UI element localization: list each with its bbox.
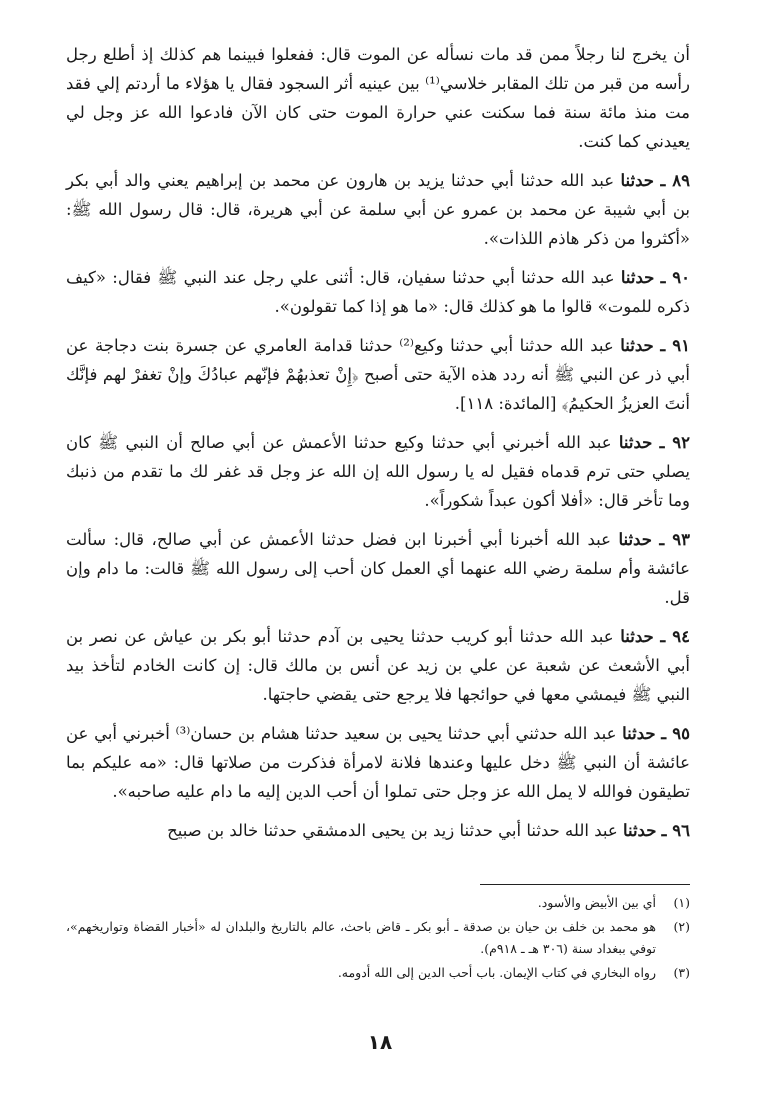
hadith-91 [66, 331, 690, 418]
hadith-95 [66, 719, 690, 806]
hadith-text: عبد الله حدثنا أبي حدثنا سفيان، قال: أثنى علي رجل عند النبي ﷺ فقال: «كيف ذكره للموت» قالوا ما هو كذلك قال: «ما هو إذا كما تقولون». [66, 268, 690, 316]
hadith-text: عبد الله حدثني أبي حدثنا يحيى بن سعيد حدثنا هشام بن حسان⁽³⁾ أخبرني أبي عن عائشة أن النبي ﷺ دخل عليها وعندها فلانة لامرأة فذكرت من صلاتها قال: «مه عليكم بما تطيقون فوالله لا يمل الله عز وجل حتى تملوا أن أحب الدين إليه ما دام عليه صاحبه». [66, 724, 690, 801]
page-number: ١٨ [367, 1030, 393, 1054]
footnotes [66, 892, 690, 986]
hadith-text: عبد الله حدثنا أبي حدثنا وكيع⁽²⁾ حدثنا قدامة العامري عن جسرة بنت دجاجة عن أبي ذر عن النبي ﷺ أنه ردد هذه الآية حتى أصبح ﴿إِنْ تعذبهُمْ فإنّهم عبادُكَ وإنْ تغفرْ لهم فإنَّك أنتَ العزيزُ الحكيمُ﴾ [المائدة: ١١٨]. [66, 336, 690, 413]
hadith-number: ٨٩ ـ [660, 171, 690, 190]
hadith-lead-word: حدثنا [620, 171, 654, 190]
hadith-lead-word: حدثنا [622, 724, 656, 743]
hadith-number: ٩٣ ـ [659, 530, 690, 549]
hadith-number: ٩٦ ـ [661, 821, 690, 840]
hadith-text: عبد الله أخبرنا أبي أخبرنا ابن فضل حدثنا الأعمش عن أبي صالح، قال: سألت عائشة وأم سلمة رضي الله عنهما أي العمل كان أحب إلى رسول الله ﷺ قالت: ما دام وإن قل. [66, 530, 690, 607]
hadith-lead-word: حدثنا [622, 821, 657, 840]
hadith-number: ٩٤ ـ [660, 627, 690, 646]
footnote-mark: (١) [673, 895, 690, 910]
hadith-lead-word: حدثنا [620, 627, 654, 646]
paragraph-text: أن يخرج لنا رجلاً ممن قد مات نسأله عن الموت قال: ففعلوا فبينما هم كذلك إذ أطلع رجل رأسه من قبر من تلك المقابر خلاسي⁽¹⁾ بين عينيه أثر السجود فقال يا هؤلاء ما أردتم إلي فقد مت منذ مائة سنة فما سكنت عني حرارة الموت حتى كان الآن فادعوا الله عز وجل لي يعيدني كما كنت. [66, 45, 690, 151]
hadith-number: ٩٥ ـ [661, 724, 690, 743]
hadith-text: عبد الله حدثنا أبو كريب حدثنا يحيى بن آدم حدثنا أبو بكر بن عياش عن نصر بن أبي الأشعث عن شعبة عن علي بن زيد عن أنس بن مالك قال: إن كانت الخادم لتأخذ بيد النبي ﷺ فيمشي معها في حوائجها فلا يرجع حتى يقضي حاجتها. [66, 627, 690, 704]
paragraph-intro [66, 40, 690, 156]
hadith-90 [66, 263, 690, 321]
hadith-96 [66, 816, 690, 845]
hadith-text: عبد الله حدثنا أبي حدثنا زيد بن يحيى الدمشقي حدثنا خالد بن صبيح [167, 821, 618, 840]
hadith-lead-word: حدثنا [620, 336, 654, 355]
hadith-93 [66, 525, 690, 612]
footnote-text: رواه البخاري في كتاب الإيمان. باب أحب الدين إلى الله أدومه. [337, 965, 656, 980]
hadith-89 [66, 166, 690, 253]
hadith-text: عبد الله أخبرني أبي حدثنا وكيع حدثنا الأعمش عن أبي صالح أن النبي ﷺ كان يصلي حتى ترم قدماه فقيل له يا رسول الله إن الله عز وجل قد غفر لك ما تقدم من ذنبك وما تأخر قال: «أفلا أكون عبداً شكوراً». [66, 433, 690, 510]
hadith-number: ٩١ ـ [660, 336, 690, 355]
footnote-mark: (٣) [673, 965, 690, 980]
hadith-text: عبد الله حدثنا أبي حدثنا يزيد بن هارون عن محمد بن إبراهيم يعني والد أبي بكر بن أبي شيبة عن محمد بن عمرو عن أبي سلمة عن أبي هريرة، قال: قال رسول الله ﷺ: «أكثروا من ذكر هاذم اللذات». [66, 171, 690, 248]
footnote-text: أي بين الأبيض والأسود. [537, 895, 656, 910]
hadith-92 [66, 428, 690, 515]
hadith-lead-word: حدثنا [618, 433, 653, 452]
hadith-lead-word: حدثنا [620, 268, 655, 287]
hadith-number: ٩٠ ـ [660, 268, 690, 287]
hadith-94 [66, 622, 690, 709]
main-text [66, 40, 690, 855]
footnote-text: هو محمد بن خلف بن حيان بن صدقة ـ أبو بكر ـ قاض باحث، عالم بالتاريخ والبلدان له «أخبار القضاة وتواريخهم»، توفي ببغداد سنة (٣٠٦ هـ ـ ٩١٨م). [66, 919, 656, 956]
footnote-1 [66, 892, 690, 914]
footnote-3 [66, 962, 690, 984]
hadith-lead-word: حدثنا [618, 530, 652, 549]
hadith-number: ٩٢ ـ [659, 433, 690, 452]
footnote-separator [480, 884, 690, 885]
footnote-mark: (٢) [673, 919, 690, 934]
footnote-2 [66, 916, 690, 960]
